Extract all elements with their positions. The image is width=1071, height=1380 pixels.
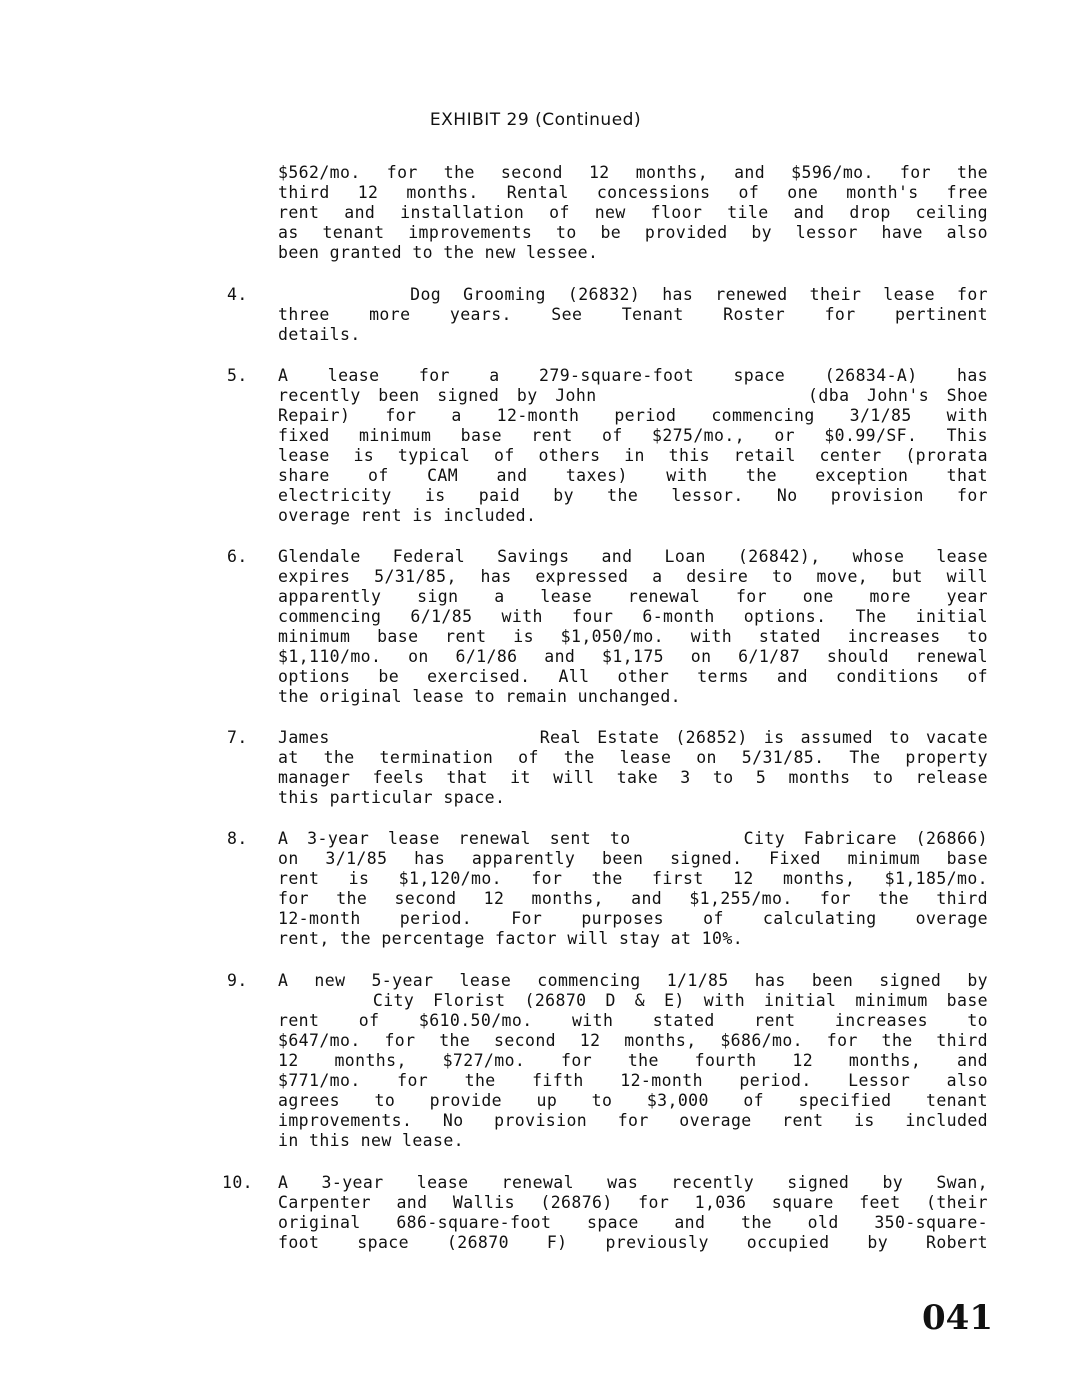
item-number: 10. xyxy=(222,1173,254,1192)
text-line: lease is typical of others in this retail center (prorata xyxy=(278,446,988,465)
text-line: recently been signed by John (dba John's Shoe xyxy=(278,386,988,405)
text-line: rent and installation of new floor tile and drop ceiling xyxy=(278,203,988,222)
text-line: original 686-square-foot space and the old 350-square- xyxy=(278,1213,988,1232)
text-line: options be exercised. All other terms and conditions of xyxy=(278,667,988,686)
text-line: improvements. No provision for overage rent is included xyxy=(278,1111,988,1130)
text-line: 12 months, $727/mo. for the fourth 12 months, and xyxy=(278,1051,988,1070)
item-number: 4. xyxy=(227,285,248,304)
exhibit-header: EXHIBIT 29 (Continued) xyxy=(429,110,642,130)
text-line: Carpenter and Wallis (26876) for 1,036 square feet (their xyxy=(278,1193,988,1212)
text-line: electricity is paid by the lessor. No provision for xyxy=(278,486,988,505)
text-line: City Florist (26870 D & E) with initial minimum base xyxy=(278,991,988,1010)
item-number: 8. xyxy=(227,829,248,848)
text-line: three more years. See Tenant Roster for pertinent xyxy=(278,305,988,324)
text-line: James Real Estate (26852) is assumed to vacate xyxy=(278,728,988,747)
text-line: rent is $1,120/mo. for the first 12 months, $1,185/mo. xyxy=(278,869,988,888)
text-line: commencing 6/1/85 with four 6-month options. The initial xyxy=(278,607,988,626)
text-line: details. xyxy=(278,325,361,344)
item-number: 5. xyxy=(227,366,248,385)
text-line: rent of $610.50/mo. with stated rent increases to xyxy=(278,1011,988,1030)
text-line: A 3-year lease renewal was recently signed by Swan, xyxy=(278,1173,988,1192)
text-line: as tenant improvements to be provided by lessor have also xyxy=(278,223,988,242)
text-line: for the second 12 months, and $1,255/mo. for the third xyxy=(278,889,988,908)
text-line: expires 5/31/85, has expressed a desire to move, but will xyxy=(278,567,988,586)
text-line: minimum base rent is $1,050/mo. with stated increases to xyxy=(278,627,988,646)
text-line: Glendale Federal Savings and Loan (26842), whose lease xyxy=(278,547,988,566)
text-line: A new 5-year lease commencing 1/1/85 has been signed by xyxy=(278,971,988,990)
text-line: in this new lease. xyxy=(278,1131,465,1150)
text-line: $647/mo. for the second 12 months, $686/mo. for the third xyxy=(278,1031,988,1050)
text-line: rent, the percentage factor will stay at 10%. xyxy=(278,929,744,948)
item-number: 9. xyxy=(227,971,248,990)
text-line: $771/mo. for the fifth 12-month period. Lessor also xyxy=(278,1071,988,1090)
text-line: agrees to provide up to $3,000 of specified tenant xyxy=(278,1091,988,1110)
item-number: 7. xyxy=(227,728,248,747)
text-line: A 3-year lease renewal sent to City Fabricare (26866) xyxy=(278,829,988,848)
text-line: Repair) for a 12-month period commencing 3/1/85 with xyxy=(278,406,988,425)
text-line: been granted to the new lessee. xyxy=(278,243,599,262)
text-line: apparently sign a lease renewal for one more year xyxy=(278,587,988,606)
text-line: the original lease to remain unchanged. xyxy=(278,687,682,706)
page-number: 041 xyxy=(922,1298,993,1338)
text-line: share of CAM and taxes) with the exception that xyxy=(278,466,988,485)
text-line: fixed minimum base rent of $275/mo., or $0.99/SF. This xyxy=(278,426,988,445)
text-line: this particular space. xyxy=(278,788,506,807)
text-line: on 3/1/85 has apparently been signed. Fixed minimum base xyxy=(278,849,988,868)
text-line: overage rent is included. xyxy=(278,506,537,525)
text-line: at the termination of the lease on 5/31/85. The property xyxy=(278,748,988,767)
text-line: A lease for a 279-square-foot space (26834-A) has xyxy=(278,366,988,385)
text-line: third 12 months. Rental concessions of one month's free xyxy=(278,183,988,202)
text-line: manager feels that it will take 3 to 5 months to release xyxy=(278,768,988,787)
text-line: $562/mo. for the second 12 months, and $596/mo. for the xyxy=(278,163,988,182)
text-line: Dog Grooming (26832) has renewed their lease for xyxy=(278,285,988,304)
text-line: 12-month period. For purposes of calculating overage xyxy=(278,909,988,928)
text-line: foot space (26870 F) previously occupied by Robert xyxy=(278,1233,988,1252)
text-line: $1,110/mo. on 6/1/86 and $1,175 on 6/1/87 should renewal xyxy=(278,647,988,666)
item-number: 6. xyxy=(227,547,248,566)
